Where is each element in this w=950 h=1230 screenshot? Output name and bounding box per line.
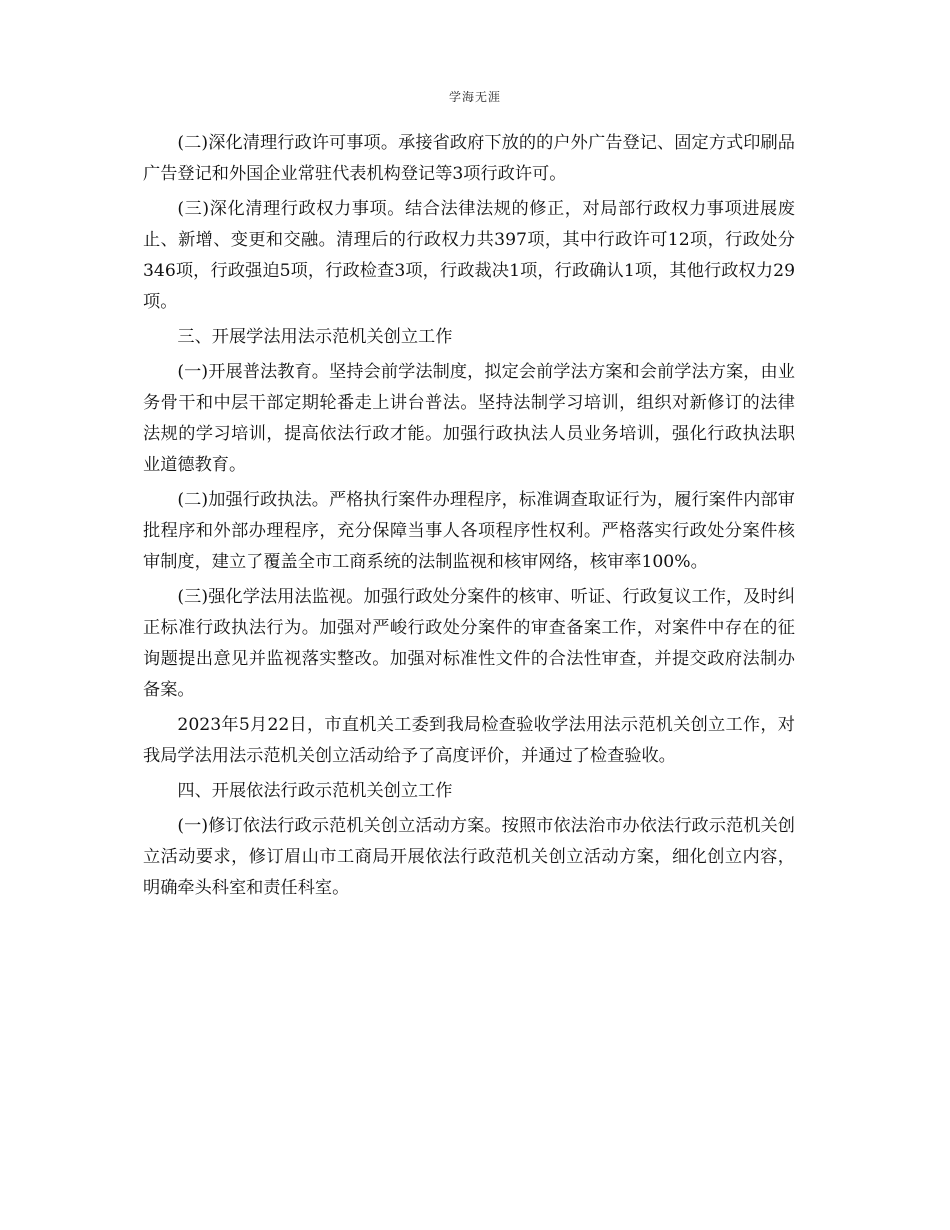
page-header: 学海无涯 [448, 90, 501, 104]
paragraph: (一)修订依法行政示范机关创立活动方案。按照市依法治市办依法行政示范机关创立活动要求，修订眉山市工商局开展依法行政范机关创立活动方案，细化创立内容，明确牵头科室和责任科室。 [143, 816, 795, 898]
paragraph: (二)加强行政执法。严格执行案件办理程序，标准调查取证行为，履行案件内部审批程序和外部办理程序，充分保障当事人各项程序性权利。严格落实行政处分案件核审制度，建立了覆盖全市工商系统的法制监视和核审网络，核审率100%。 [143, 490, 795, 572]
paragraph: 2023年5月22日，市直机关工委到我局检查验收学法用法示范机关创立工作，对我局学法用法示范机关创立活动给予了高度评价，并通过了检查验收。 [143, 715, 795, 766]
section-heading: 四、开展依法行政示范机关创立工作 [177, 781, 453, 801]
paragraph: (三)深化清理行政权力事项。结合法律法规的修正，对局部行政权力事项进展废止、新增、变更和交融。清理后的行政权力共397项，其中行政许可12项，行政处分346项，行政强迫5项，行政检查3项，行政裁决1项，行政确认1项，其他行政权力29项。 [143, 199, 795, 312]
document-body [143, 128, 795, 908]
paragraph: (二)深化清理行政许可事项。承接省政府下放的的户外广告登记、固定方式印刷品广告登记和外国企业常驻代表机构登记等3项行政许可。 [143, 133, 795, 184]
paragraph: (一)开展普法教育。坚持会前学法制度，拟定会前学法方案和会前学法方案，由业务骨干和中层干部定期轮番走上讲台普法。坚持法制学习培训，组织对新修订的法律法规的学习培训，提高依法行政才能。加强行政执法人员业务培训，强化行政执法职业道德教育。 [143, 362, 795, 475]
paragraph: (三)强化学法用法监视。加强行政处分案件的核审、听证、行政复议工作，及时纠正标准行政执法行为。加强对严峻行政处分案件的审查备案工作，对案件中存在的征询题提出意见并监视落实整改。加强对标准性文件的合法性审查，并提交政府法制办备案。 [143, 587, 795, 700]
section-heading: 三、开展学法用法示范机关创立工作 [177, 327, 453, 347]
